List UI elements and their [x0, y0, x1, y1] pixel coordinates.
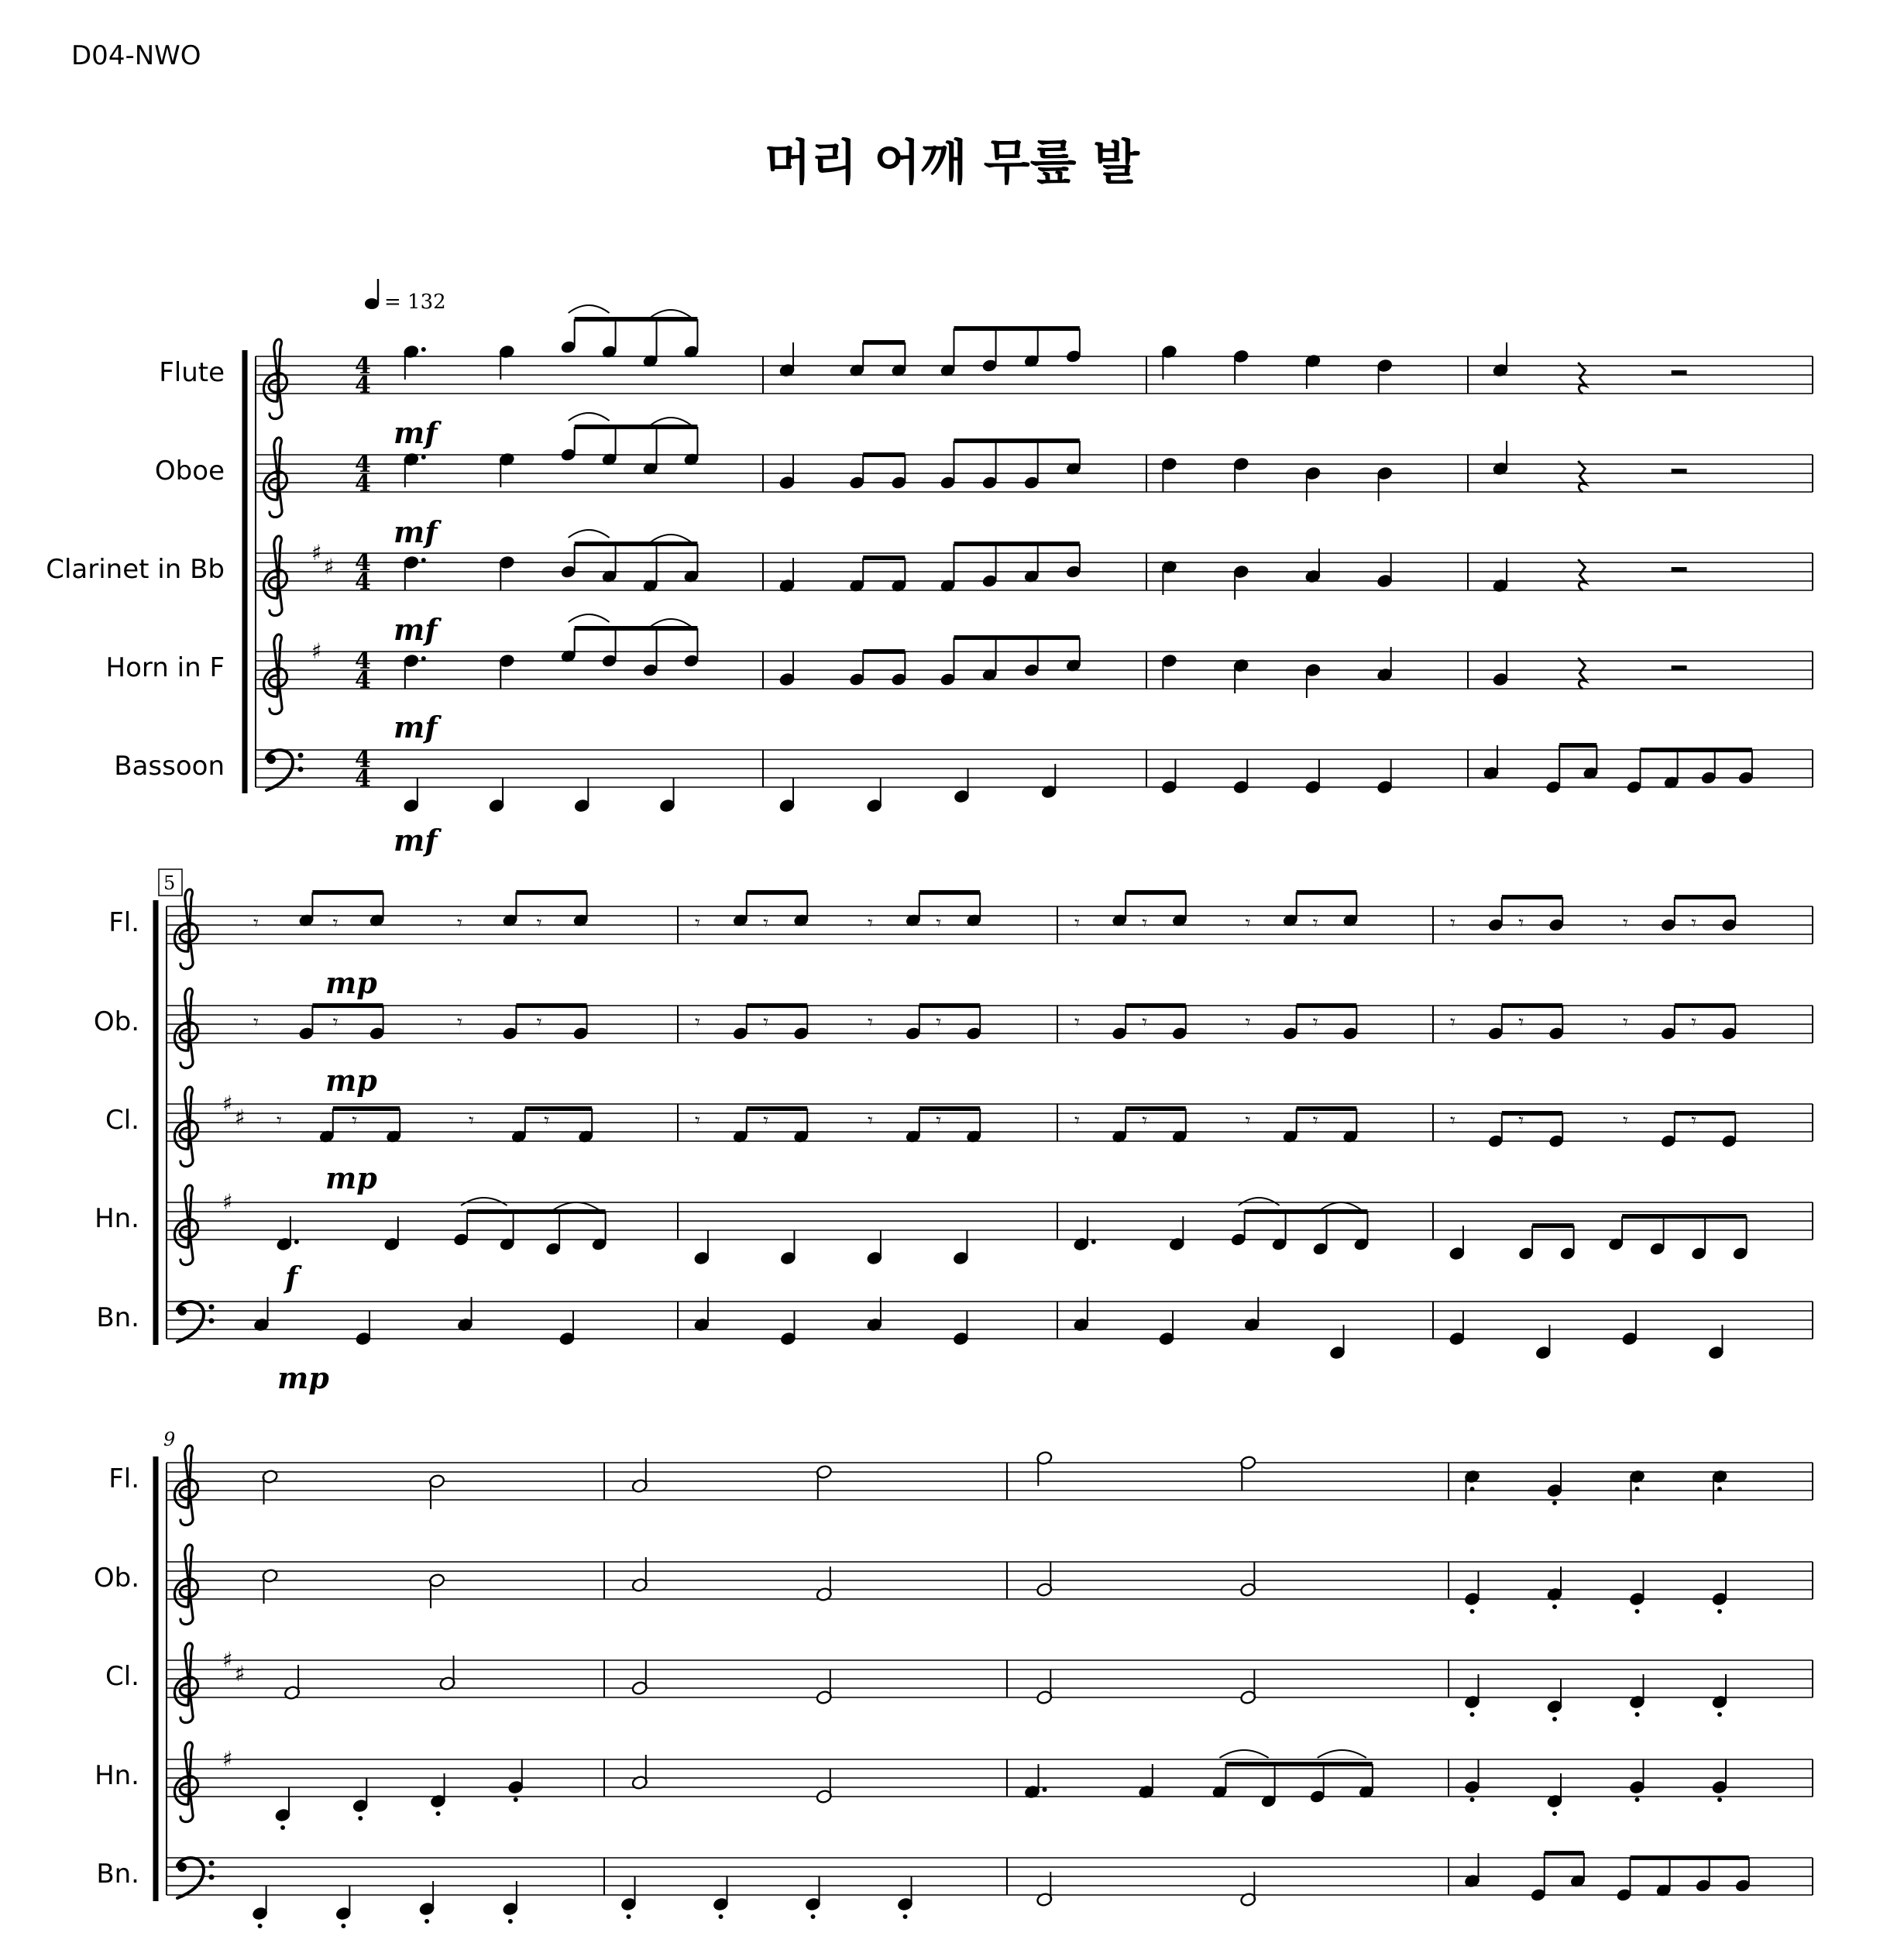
quarter-rest-icon: [1578, 461, 1586, 492]
instrument-label: Fl.: [108, 907, 139, 938]
eighth-rest-icon: 𝄾: [936, 1109, 942, 1133]
quarter-rest-icon: [1578, 559, 1586, 590]
instrument-label: Horn in F: [105, 652, 225, 683]
slur: [651, 619, 692, 627]
sharp-icon: ♯: [222, 1189, 233, 1215]
staff-fl: [108, 889, 1813, 969]
eighth-rest-icon: 𝄾: [544, 1109, 550, 1133]
dynamic-marking: mf: [394, 612, 438, 647]
slur: [1219, 1750, 1268, 1758]
half-rest-icon: [1672, 469, 1687, 473]
time-signature-denominator: 4: [355, 765, 371, 793]
treble-clef-icon: [174, 1545, 198, 1625]
tempo-note-head: [365, 298, 379, 309]
dynamic-marking: mp: [325, 1063, 377, 1098]
slur: [569, 305, 610, 313]
eighth-rest-icon: 𝄾: [1245, 1109, 1251, 1133]
eighth-rest-icon: 𝄾: [1518, 1011, 1524, 1034]
measure-number: 9: [163, 1429, 176, 1450]
bass-clef-icon: [209, 1305, 215, 1310]
eighth-rest-icon: 𝄾: [936, 912, 942, 935]
treble-clef-icon: [174, 1446, 198, 1525]
time-signature-denominator: 4: [355, 569, 371, 596]
staff-ob: [94, 1545, 1813, 1625]
staccato-dot: [1717, 1797, 1722, 1802]
sharp-icon: ♯: [311, 638, 322, 664]
bass-clef-icon: [177, 1862, 187, 1872]
score-title: 머리 어깨 무릎 발: [765, 134, 1139, 191]
staccato-dot: [627, 1914, 631, 1919]
staff-fl: [159, 305, 1813, 419]
eighth-rest-icon: 𝄾: [277, 1109, 282, 1133]
bass-clef-icon: [177, 1306, 187, 1315]
staccato-dot: [1470, 1797, 1475, 1802]
staccato-dot: [1552, 1604, 1557, 1609]
half-rest-icon: [1672, 370, 1687, 375]
eighth-rest-icon: 𝄾: [536, 912, 542, 935]
slur: [569, 614, 610, 622]
augmentation-dot: [1091, 1240, 1096, 1244]
eighth-rest-icon: 𝄾: [253, 1011, 259, 1034]
time-signature-numerator: 4: [355, 451, 371, 478]
dynamic-marking: mf: [394, 415, 438, 450]
tempo-text: = 132: [384, 291, 446, 314]
eighth-rest-icon: 𝄾: [457, 912, 462, 935]
eighth-rest-icon: 𝄾: [332, 1011, 339, 1034]
treble-clef-icon: [174, 889, 198, 969]
eighth-rest-icon: 𝄾: [1450, 1011, 1455, 1034]
eighth-rest-icon: 𝄾: [1245, 1011, 1251, 1034]
slur: [651, 535, 692, 542]
instrument-label: Ob.: [93, 1006, 139, 1037]
treble-clef-icon: [263, 438, 287, 518]
staccato-dot: [1552, 1811, 1557, 1816]
slur: [651, 310, 692, 318]
eighth-rest-icon: 𝄾: [1691, 1011, 1697, 1034]
augmentation-dot: [1043, 1787, 1047, 1792]
eighth-rest-icon: 𝄾: [1623, 1109, 1628, 1133]
half-rest-icon: [1672, 665, 1687, 670]
slur: [461, 1198, 507, 1205]
treble-clef-icon: [174, 1087, 198, 1167]
eighth-rest-icon: 𝄾: [763, 1109, 769, 1133]
eighth-rest-icon: 𝄾: [332, 912, 339, 935]
bass-clef-icon: [298, 767, 304, 772]
staff-hn: [95, 1185, 1813, 1266]
eighth-rest-icon: 𝄾: [868, 1109, 873, 1133]
dynamic-marking: mf: [394, 823, 438, 858]
staff-bn: [96, 1853, 1813, 1928]
sharp-icon: ♯: [324, 554, 335, 579]
time-signature-numerator: 4: [355, 746, 371, 773]
staccato-dot: [1717, 1487, 1722, 1491]
eighth-rest-icon: 𝄾: [1074, 912, 1080, 935]
eighth-rest-icon: 𝄾: [1450, 1109, 1455, 1133]
bass-clef-icon: [266, 755, 276, 764]
time-signature-numerator: 4: [355, 549, 371, 576]
staff-hn: [95, 1742, 1813, 1830]
eighth-rest-icon: 𝄾: [763, 912, 769, 935]
instrument-label: Bn.: [96, 1302, 139, 1333]
instrument-label: Ob.: [93, 1563, 139, 1594]
staccato-dot: [1470, 1712, 1475, 1717]
staccato-dot: [280, 1825, 285, 1830]
slur: [1321, 1202, 1362, 1210]
eighth-rest-icon: 𝄾: [469, 1109, 474, 1133]
treble-clef-icon: [263, 339, 287, 419]
slur: [651, 418, 692, 425]
eighth-rest-icon: 𝄾: [695, 912, 700, 935]
dynamic-marking: mf: [394, 514, 438, 549]
staff-bn: [96, 1297, 1813, 1360]
staccato-dot: [1470, 1609, 1475, 1614]
eighth-rest-icon: 𝄾: [1312, 912, 1318, 935]
treble-clef-icon: [174, 1185, 198, 1265]
staccato-dot: [1635, 1487, 1640, 1491]
augmentation-dot: [421, 558, 426, 562]
staff-hn: [106, 614, 1813, 714]
instrument-label: Cl.: [105, 1661, 139, 1692]
staccato-dot: [1552, 1501, 1557, 1505]
slur: [1239, 1198, 1280, 1205]
staccato-dot: [358, 1816, 363, 1821]
time-signature-denominator: 4: [355, 667, 371, 694]
eighth-rest-icon: 𝄾: [1518, 1109, 1524, 1133]
eighth-rest-icon: 𝄾: [457, 1011, 462, 1034]
staccato-dot: [1635, 1609, 1640, 1614]
instrument-label: Flute: [159, 357, 225, 388]
treble-clef-icon: [263, 634, 287, 714]
augmentation-dot: [421, 656, 426, 661]
eighth-rest-icon: 𝄾: [868, 1011, 873, 1034]
staccato-dot: [1717, 1609, 1722, 1614]
staccato-dot: [719, 1914, 723, 1919]
system-1: [46, 305, 1813, 813]
system-3: [94, 1429, 1813, 1928]
dynamic-marking: mp: [277, 1360, 329, 1395]
staccato-dot: [258, 1924, 263, 1928]
treble-clef-icon: [263, 536, 287, 616]
instrument-label: Oboe: [154, 456, 225, 487]
eighth-rest-icon: 𝄾: [253, 912, 259, 935]
instrument-label: Fl.: [108, 1463, 139, 1494]
time-signature-denominator: 4: [355, 372, 371, 399]
staff-cl: [105, 1087, 1813, 1167]
time-signature-denominator: 4: [355, 470, 371, 497]
staccato-dot: [436, 1811, 441, 1816]
staccato-dot: [508, 1919, 513, 1924]
eighth-rest-icon: 𝄾: [1142, 1109, 1148, 1133]
eighth-rest-icon: 𝄾: [1691, 1109, 1697, 1133]
bass-clef-icon: [209, 1319, 215, 1324]
bass-clef-icon: [209, 1861, 215, 1866]
quarter-rest-icon: [1578, 363, 1586, 394]
eighth-rest-icon: 𝄾: [536, 1011, 542, 1034]
staccato-dot: [1635, 1712, 1640, 1717]
dynamic-marking: f: [285, 1260, 298, 1295]
eighth-rest-icon: 𝄾: [1245, 912, 1251, 935]
treble-clef-icon: [174, 1742, 198, 1822]
eighth-rest-icon: 𝄾: [1623, 1011, 1628, 1034]
eighth-rest-icon: 𝄾: [1691, 912, 1697, 935]
staccato-dot: [1717, 1712, 1722, 1717]
time-signature-numerator: 4: [355, 648, 371, 675]
dynamic-marking: mp: [325, 1161, 377, 1195]
staccato-dot: [811, 1914, 816, 1919]
instrument-label: Bassoon: [114, 751, 225, 782]
augmentation-dot: [294, 1240, 299, 1244]
sharp-icon: ♯: [235, 1105, 246, 1130]
slur: [569, 530, 610, 538]
eighth-rest-icon: 𝄾: [1518, 912, 1524, 935]
system-2: [94, 869, 1813, 1360]
sharp-icon: ♯: [311, 540, 322, 566]
slur: [553, 1202, 600, 1210]
staff-cl: [46, 530, 1813, 616]
staccato-dot: [1470, 1487, 1475, 1491]
sharp-icon: ♯: [235, 1661, 246, 1687]
staff-bn: [114, 745, 1813, 813]
treble-clef-icon: [174, 989, 198, 1068]
treble-clef-icon: [174, 1643, 198, 1723]
quarter-rest-icon: [1578, 658, 1586, 689]
sharp-icon: ♯: [222, 1746, 233, 1772]
slur: [1318, 1750, 1366, 1758]
sharp-icon: ♯: [222, 1647, 233, 1673]
eighth-rest-icon: 𝄾: [1074, 1109, 1080, 1133]
instrument-label: Clarinet in Bb: [46, 554, 225, 585]
measure-number: 5: [163, 872, 176, 894]
eighth-rest-icon: 𝄾: [763, 1011, 769, 1034]
bass-clef-icon: [209, 1875, 215, 1880]
eighth-rest-icon: 𝄾: [936, 1011, 942, 1034]
instrument-label: Hn.: [95, 1760, 139, 1791]
eighth-rest-icon: 𝄾: [868, 912, 873, 935]
document-id: D04-NWO: [71, 40, 201, 71]
bass-clef-icon: [298, 753, 304, 758]
staff-cl: [105, 1643, 1813, 1723]
eighth-rest-icon: 𝄾: [695, 1109, 700, 1133]
tempo-marking: [365, 279, 446, 314]
staff-ob: [94, 989, 1813, 1068]
half-rest-icon: [1672, 567, 1687, 572]
eighth-rest-icon: 𝄾: [1450, 912, 1455, 935]
eighth-rest-icon: 𝄾: [352, 1109, 358, 1133]
instrument-label: Bn.: [96, 1859, 139, 1890]
staccato-dot: [514, 1797, 518, 1802]
eighth-rest-icon: 𝄾: [1142, 1011, 1148, 1034]
staccato-dot: [424, 1919, 429, 1924]
staff-fl: [108, 1446, 1813, 1525]
eighth-rest-icon: 𝄾: [1312, 1109, 1318, 1133]
eighth-rest-icon: 𝄾: [1312, 1011, 1318, 1034]
staccato-dot: [1635, 1797, 1640, 1802]
eighth-rest-icon: 𝄾: [1623, 912, 1628, 935]
time-signature-numerator: 4: [355, 352, 371, 380]
dynamic-marking: mp: [325, 965, 377, 1000]
staccato-dot: [341, 1924, 345, 1928]
instrument-label: Hn.: [95, 1203, 139, 1234]
slur: [569, 413, 610, 421]
staccato-dot: [903, 1914, 908, 1919]
instrument-label: Cl.: [105, 1105, 139, 1136]
augmentation-dot: [421, 455, 426, 459]
dynamic-marking: mf: [394, 710, 438, 745]
eighth-rest-icon: 𝄾: [1074, 1011, 1080, 1034]
eighth-rest-icon: 𝄾: [695, 1011, 700, 1034]
augmentation-dot: [421, 347, 426, 352]
eighth-rest-icon: 𝄾: [1142, 912, 1148, 935]
sharp-icon: ♯: [222, 1091, 233, 1116]
staccato-dot: [1552, 1717, 1557, 1721]
